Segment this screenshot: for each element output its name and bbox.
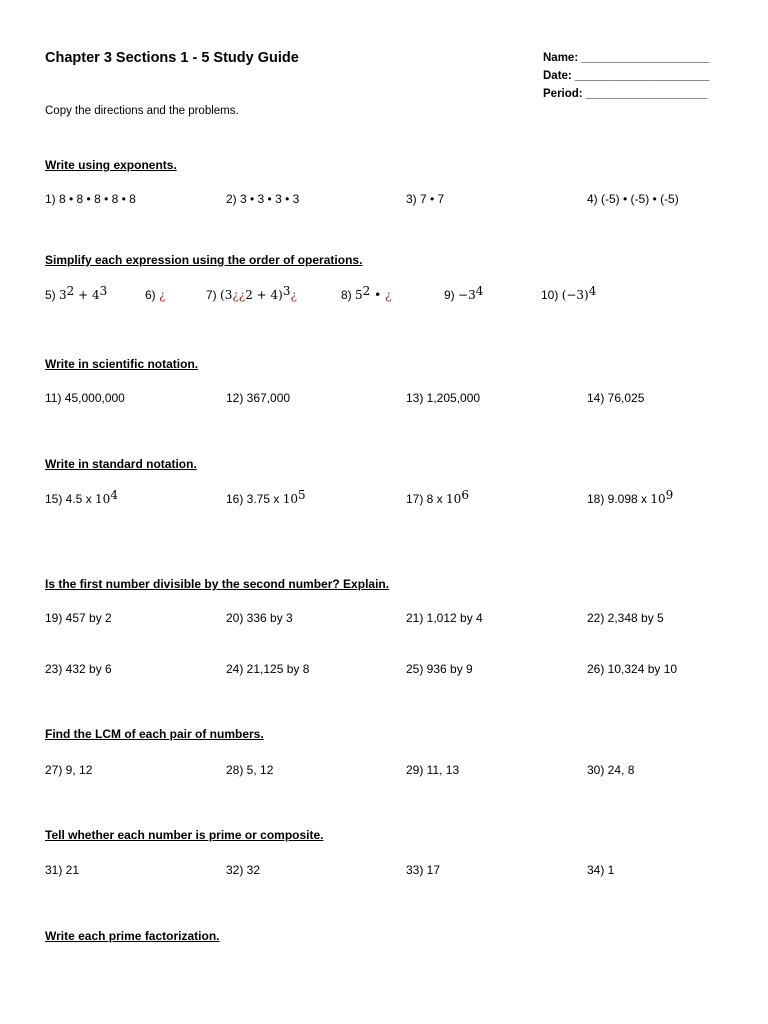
- problem-9: [444, 284, 484, 302]
- problem-8: [341, 284, 392, 302]
- problem-6: [145, 288, 165, 302]
- problem-2: 2) 3 • 3 • 3 • 3: [226, 192, 300, 206]
- problem-23: 23) 432 by 6: [45, 662, 112, 676]
- problem-34: 34) 1: [587, 863, 615, 877]
- problem-18-exp: 9: [665, 488, 674, 502]
- problem-14: 14) 76,025: [587, 391, 645, 405]
- section-heading-exponents: Write using exponents.: [45, 158, 177, 172]
- problem-5-exp-a: 2: [66, 284, 75, 298]
- section-heading-factorization: Write each prime factorization.: [45, 929, 220, 943]
- problem-7: [206, 284, 297, 302]
- problem-15: [45, 488, 118, 506]
- problem-26: 26) 10,324 by 10: [587, 662, 678, 676]
- problem-32: 32) 32: [226, 863, 261, 877]
- problem-15-text: 15) 4.5 x: [45, 492, 96, 506]
- problem-17: [406, 488, 469, 506]
- problem-1: 1) 8 • 8 • 8 • 8 • 8: [45, 192, 136, 206]
- problem-5-number: 5): [45, 288, 56, 302]
- problem-22: 22) 2,348 by 5: [587, 611, 664, 625]
- problem-15-exp: 4: [110, 488, 118, 502]
- problem-16-exp: 5: [297, 488, 306, 502]
- problem-18-text: 18) 9.098 x: [587, 492, 651, 506]
- date-field-label: Date: _____________________: [543, 70, 710, 82]
- directions-text: Copy the directions and the problems.: [45, 105, 239, 117]
- problem-8-glyph: ¿: [385, 288, 392, 302]
- problem-12: 12) 367,000: [226, 391, 291, 405]
- section-heading-standard: Write in standard notation.: [45, 457, 197, 471]
- problem-7-glyph-a: ¿¿: [232, 288, 246, 302]
- problem-7-part-c: 2 + 4): [245, 288, 283, 302]
- problem-15-base: 10: [95, 492, 111, 506]
- problem-7-glyph-d: ¿: [290, 288, 297, 302]
- problem-25: 25) 936 by 9: [406, 662, 473, 676]
- problem-10-exp: 4: [588, 284, 597, 298]
- problem-11: 11) 45,000,000: [45, 391, 125, 405]
- section-heading-order: Simplify each expression using the order of operations.: [45, 253, 363, 267]
- section-heading-divisible: Is the first number divisible by the second number? Explain.: [45, 577, 390, 591]
- page-title: Chapter 3 Sections 1 - 5 Study Guide: [45, 50, 299, 66]
- problem-16-base: 10: [282, 492, 298, 506]
- problem-6-number: 6): [145, 288, 156, 302]
- problem-20: 20) 336 by 3: [226, 611, 293, 625]
- problem-4: 4) (-5) • (-5) • (-5): [587, 192, 679, 206]
- problem-6-glyph: ¿: [159, 288, 166, 302]
- period-field-label: Period: ___________________: [543, 88, 708, 100]
- problem-31: 31) 21: [45, 863, 80, 877]
- problem-10-number: 10): [541, 288, 559, 302]
- problem-13: 13) 1,205,000: [406, 391, 481, 405]
- problem-10: [541, 284, 597, 302]
- problem-7-exp: 3: [282, 284, 291, 298]
- problem-5-exp-b: 3: [99, 284, 108, 298]
- problem-8-dot: •: [370, 288, 386, 302]
- problem-3: 3) 7 • 7: [406, 192, 445, 206]
- problem-5-base-a: 3: [59, 288, 67, 302]
- problem-21: 21) 1,012 by 4: [406, 611, 483, 625]
- problem-18-base: 10: [650, 492, 666, 506]
- problem-29: 29) 11, 13: [406, 763, 460, 777]
- problem-8-exp: 2: [362, 284, 371, 298]
- problem-7-number: 7): [206, 288, 217, 302]
- problem-9-base: −3: [458, 288, 476, 302]
- problem-10-base: (−3): [561, 288, 589, 302]
- problem-17-exp: 6: [461, 488, 469, 502]
- problem-5: [45, 284, 108, 302]
- problem-17-base: 10: [446, 492, 462, 506]
- problem-8-number: 8): [341, 288, 352, 302]
- problem-28: 28) 5, 12: [226, 763, 274, 777]
- problem-16: [226, 488, 306, 506]
- section-heading-lcm: Find the LCM of each pair of numbers.: [45, 727, 264, 741]
- problem-16-text: 16) 3.75 x: [226, 492, 283, 506]
- problem-9-number: 9): [444, 288, 455, 302]
- problem-27: 27) 9, 12: [45, 763, 93, 777]
- problem-18: [587, 488, 674, 506]
- section-heading-scientific: Write in scientific notation.: [45, 357, 199, 371]
- problem-5-base-b: + 4: [74, 288, 100, 302]
- problem-24: 24) 21,125 by 8: [226, 662, 310, 676]
- problem-9-exp: 4: [475, 284, 484, 298]
- problem-17-text: 17) 8 x: [406, 492, 447, 506]
- problem-19: 19) 457 by 2: [45, 611, 112, 625]
- problem-8-base: 5: [355, 288, 363, 302]
- problem-33: 33) 17: [406, 863, 441, 877]
- problem-7-part-a: (3: [220, 288, 233, 302]
- problem-30: 30) 24, 8: [587, 763, 635, 777]
- name-field-label: Name: ____________________: [543, 52, 710, 64]
- section-heading-prime: Tell whether each number is prime or composite.: [45, 828, 324, 842]
